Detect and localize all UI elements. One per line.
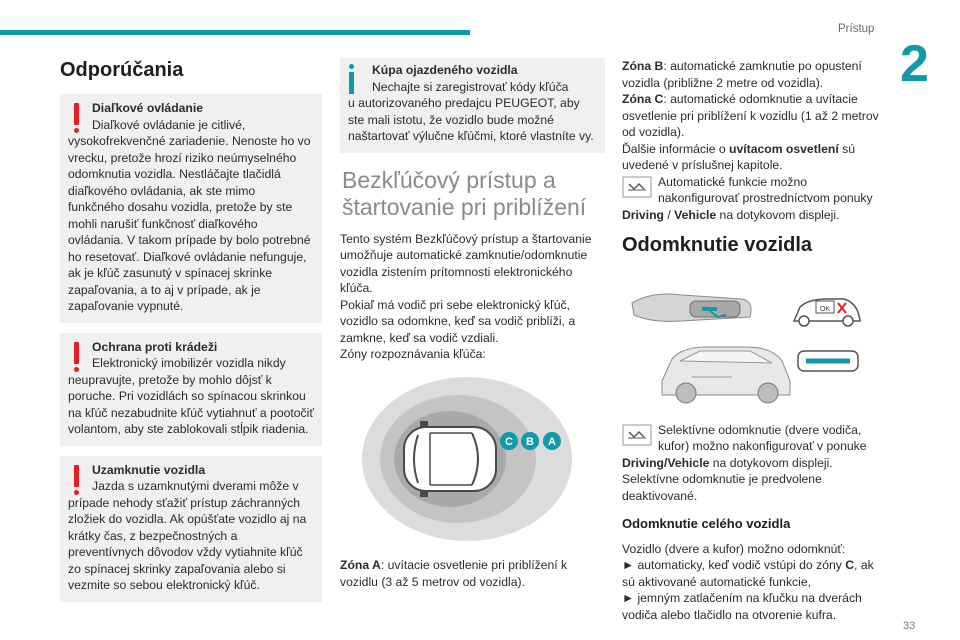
warning-text: prípade nehody sťažiť prístup záchranných zložiek do vozidla. Ak opúšťate vozidlo aj na krátky čas, z bezpečnostných a preventívnych dôvodov vždy vytiahnite kľúč zo spínacej skrinky zapaľovania alebo si vezmite so sebou elektronický kľúč. <box>68 495 307 592</box>
car-front-view-icon <box>662 347 790 403</box>
zone-c-description: Zóna C: automatické odomknutie a uvítacie osvetlenie pri priblížení k vozidlu (1 až 2 metrov od vozidla). <box>622 92 879 139</box>
warning-text: Diaľkové ovládanie je citlivé, <box>92 117 246 132</box>
info-text: Nechajte si zaregistrovať kódy kľúča <box>372 79 569 94</box>
settings-config-icon <box>622 176 652 198</box>
selective-default-text: Selektívne odomknutie je predvolene deaktivované. <box>622 472 822 503</box>
config-menu-path: Driving / Vehicle na dotykovom displeji. <box>622 207 840 222</box>
warning-text: neupravujte, pretože by mohlo dôjsť k poruche. Pri vozidlách so spínacou skrinkou na kľúč nezabudnite kľúč vytiahnuť a pootočiť volantom, aby ste zablokovali stĺpik riadenia. <box>68 372 314 436</box>
warning-title: Uzamknutie vozidla <box>92 462 206 477</box>
warning-box-locking <box>60 456 322 602</box>
car-top-view-icon <box>404 421 496 497</box>
warning-text: Elektronický imobilizér vozidla nikdy <box>92 356 286 370</box>
column-left <box>60 58 322 612</box>
warning-title: Diaľkové ovládanie <box>92 101 204 115</box>
config-note-automatic: Automatické funkcie možno nakonfigurovať prostredníctvom ponuky <box>622 174 882 207</box>
header-accent-bar <box>0 30 470 35</box>
zone-b-label: B <box>526 435 534 448</box>
warning-box-remote <box>60 94 322 323</box>
key-detection-zones-diagram <box>360 375 574 543</box>
chapter-number: 2 <box>900 35 929 93</box>
zone-a-label: A <box>548 435 556 448</box>
full-unlock-bullet: ► jemným zatlačením na kľučku na dverách vodiča alebo tlačidlo na otvorenie kufra. <box>622 591 862 622</box>
config-menu-path: Driving/Vehicle na dotykovom displeji. <box>622 455 833 470</box>
warning-exclamation-icon <box>74 465 80 495</box>
unlocking-illustration <box>622 281 862 409</box>
warning-box-antitheft <box>60 333 322 446</box>
full-unlock-heading: Odomknutie celého vozidla <box>622 516 791 531</box>
unlocking-heading: Odomknutie vozidla <box>622 234 813 256</box>
ok-label: OK <box>819 306 831 313</box>
info-icon <box>348 64 356 94</box>
more-info-text: Ďalšie informácie o uvítacom osvetlení sú uvedené v príslušnej kapitole. <box>622 141 856 172</box>
warning-exclamation-icon <box>74 103 80 133</box>
zone-b-description: Zóna B: automatické zamknutie po opustení vozidla (približne 2 metre od vozidla). <box>622 59 862 90</box>
warning-text: Jazda s uzamknutými dverami môže v <box>92 479 299 493</box>
warning-title: Ochrana proti krádeži <box>92 339 218 354</box>
zone-a-description: Zóna A: uvítacie osvetlenie pri priblížení k vozidlu (3 až 5 metrov od vozidla). <box>340 558 568 589</box>
zone-c-label: C <box>505 435 513 448</box>
warning-exclamation-icon <box>74 342 80 372</box>
config-note-selective: Selektívne odomknutie (dvere vodiča, kufor) možno nakonfigurovať v ponuke <box>622 422 882 455</box>
column-right <box>622 58 882 623</box>
zones-intro: Zóny rozpoznávania kľúča: <box>340 347 486 361</box>
door-handle-hand-icon <box>632 294 751 321</box>
page-number: 33 <box>903 620 916 632</box>
keyless-paragraph: Pokiaľ má vodič pri sebe elektronický kľúč, vozidlo sa odomkne, keď sa vodič priblíži, a zamkne, keď sa vodič vzdiali. <box>340 297 576 345</box>
keyless-paragraph: Tento systém Bezkľúčový prístup a štartovanie umožňuje automatické zamknutie/odomknutie vozidla zistením prítomnosti elektronického kľúča. <box>340 231 592 295</box>
column-middle <box>340 58 605 590</box>
trunk-button-icon <box>798 351 858 371</box>
info-box-used-vehicle <box>340 58 605 153</box>
full-unlock-intro: Vozidlo (dvere a kufor) možno odomknúť: <box>622 541 846 556</box>
section-title: Prístup <box>838 23 875 35</box>
warning-text: vysokofrekvenčné zariadenie. Nenoste ho vo vrecku, pretože hrozí riziko neúmyselného odomknutia vozidla. Nestláčajte tlačidlá diaľkového ovládania, ak ste mimo funkčného dosahu vozidla, pretože by ste mohli narušiť funkčnosť diaľkového ovládania. V takom prípade by bolo potrebné ho resetovať. Diaľkové ovládanie nefunguje, ak je kľúč zasunutý v spínacej skrinke zapaľovania, a to aj v prípade, ak je zapaľovanie vypnuté. <box>68 134 311 313</box>
info-title: Kúpa ojazdeného vozidla <box>372 63 518 77</box>
full-unlock-bullet: ► automaticky, keď vodič vstúpi do zóny C, ak sú aktivované automatické funkcie, <box>622 558 874 589</box>
info-text: u autorizovaného predajcu PEUGEOT, aby ste mali istotu, že vozidlo bude možné naštartovať výlučne kľúčmi, ktoré vlastníte vy. <box>348 96 594 143</box>
recommendations-heading: Odporúčania <box>60 59 184 81</box>
settings-config-icon <box>622 424 652 446</box>
keyless-heading: Bezkľúčový prístup a štartovanie pri priblížení <box>342 166 587 220</box>
